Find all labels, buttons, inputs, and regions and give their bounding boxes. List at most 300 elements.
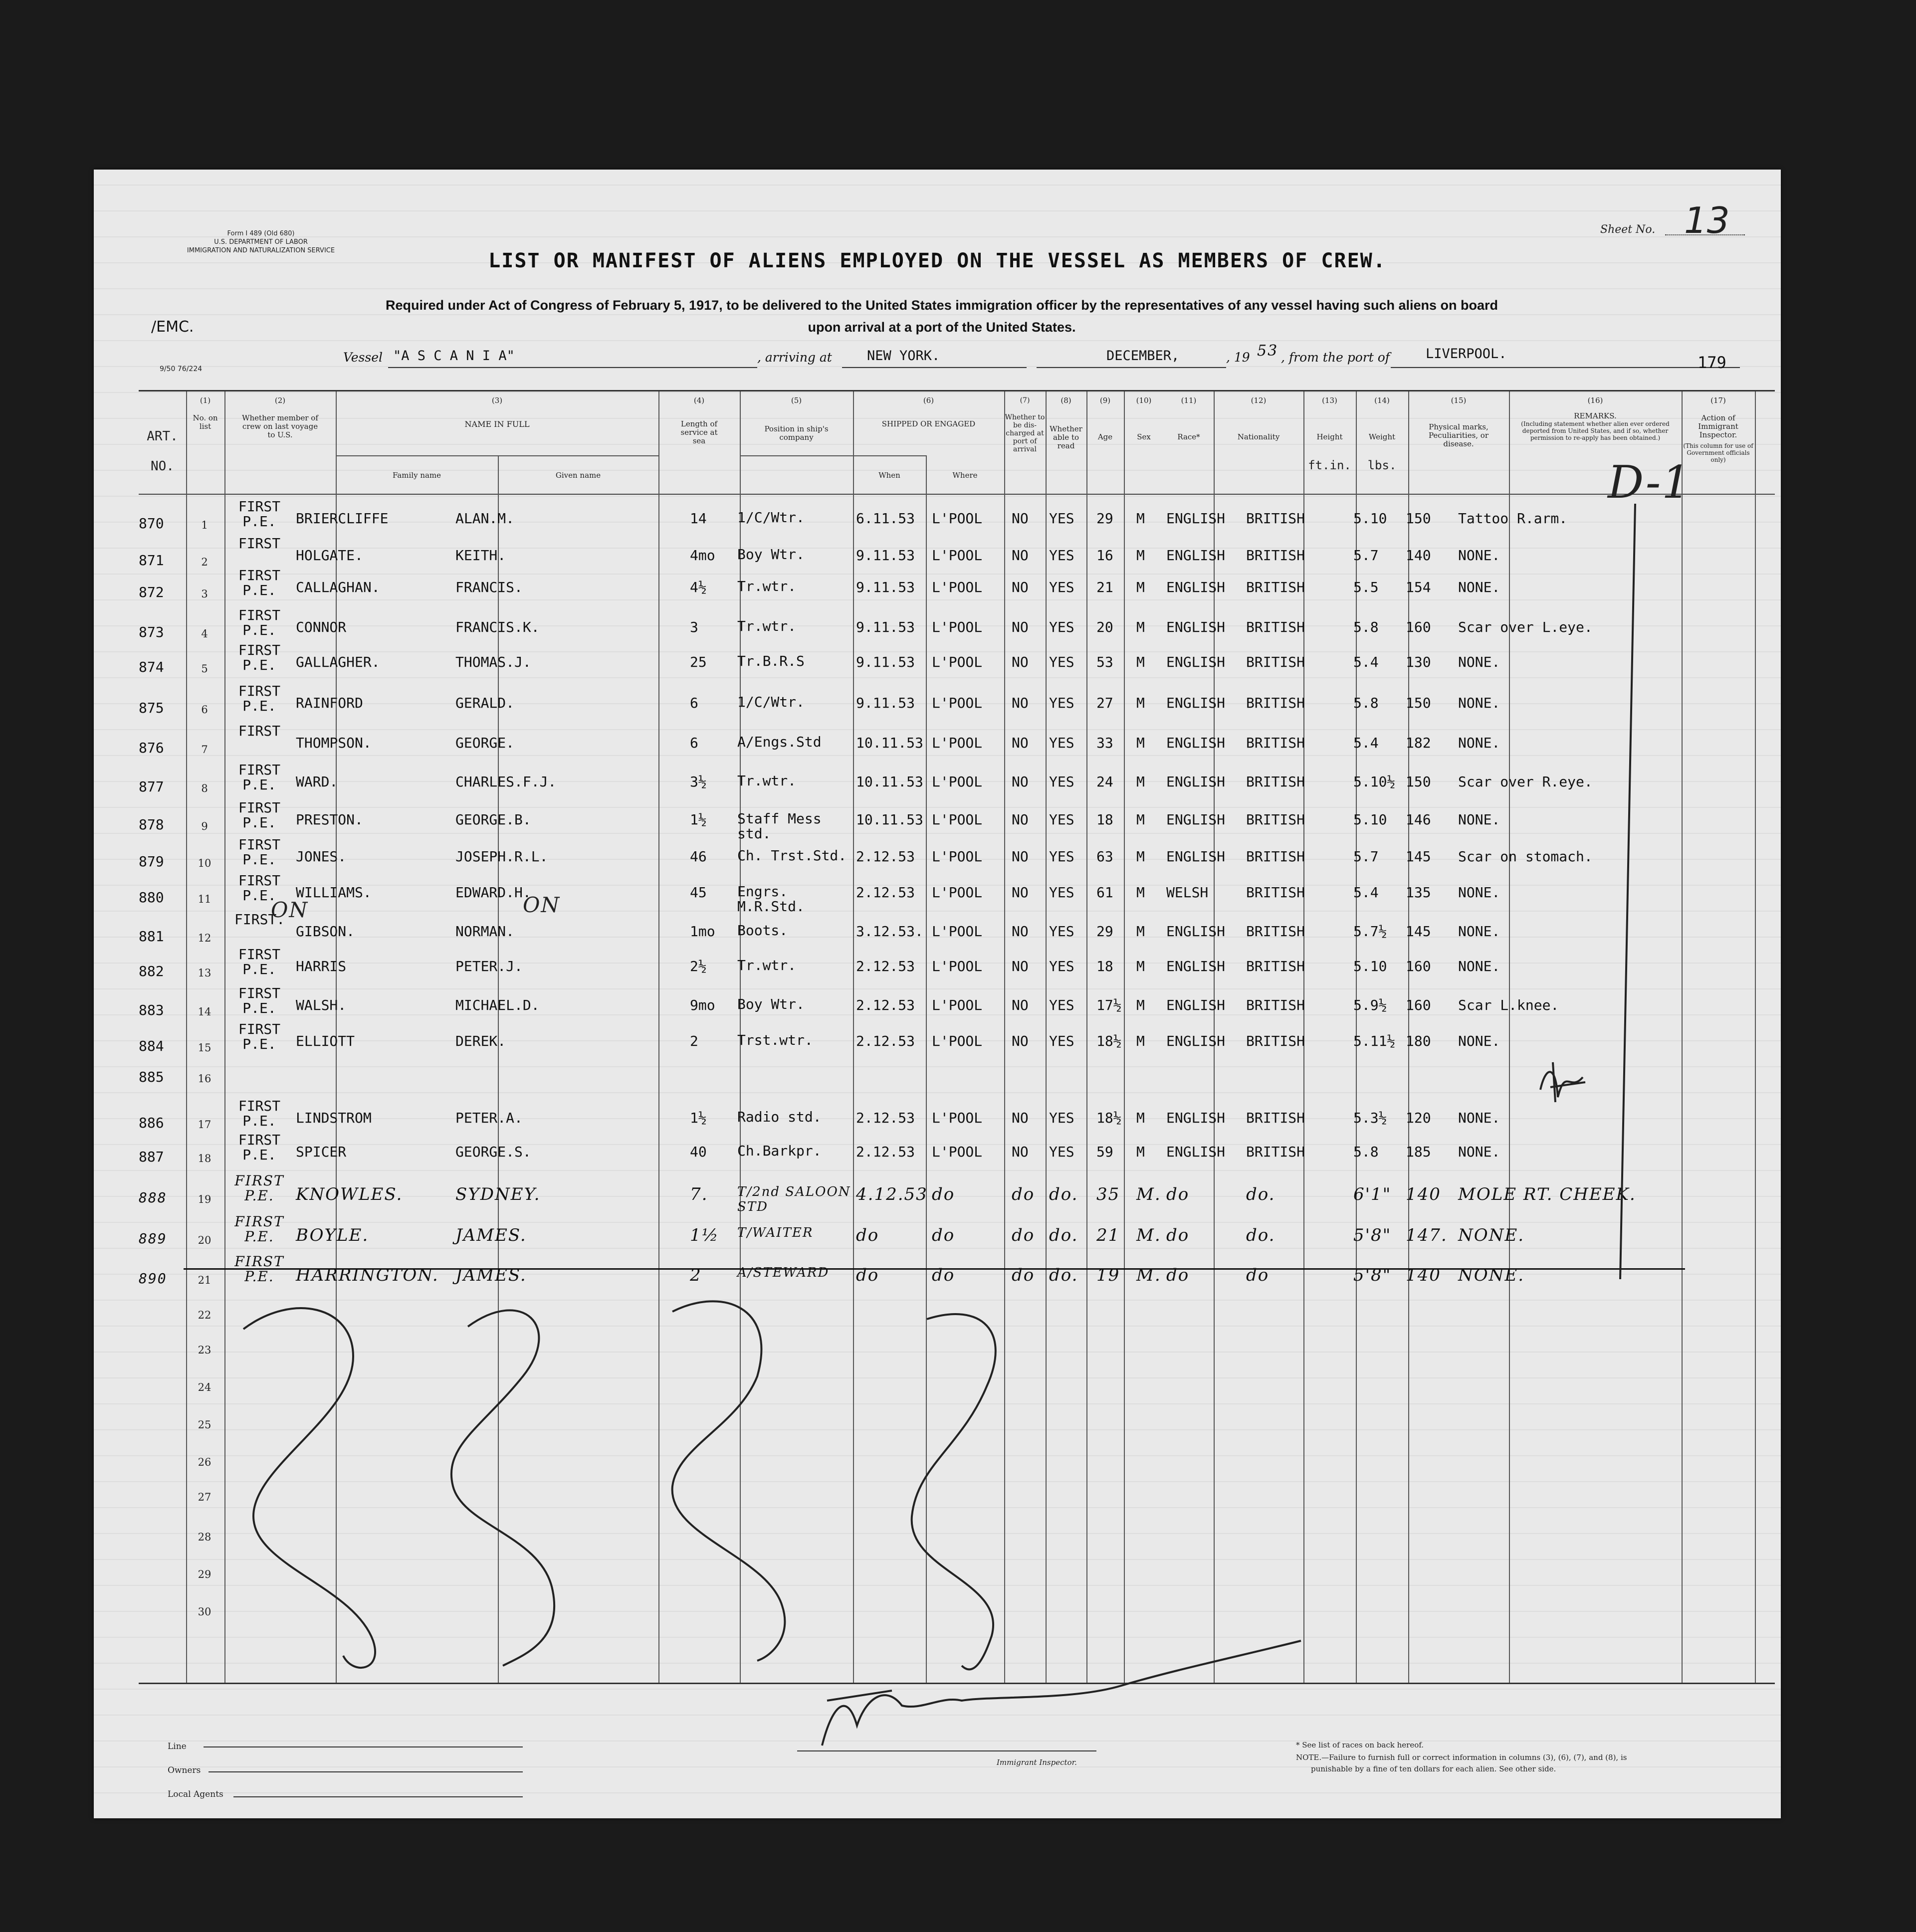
row-sex: M [1136, 695, 1145, 711]
row-when: 6.11.53 [856, 510, 915, 527]
row-read: do. [1049, 1265, 1078, 1285]
penalty-note-2: punishable by a fine of ten dollars for each alien. See other side. [1311, 1764, 1556, 1773]
row-family: HOLGATE. [296, 547, 363, 564]
row-age: 17½ [1096, 997, 1122, 1013]
manifest-page [94, 170, 1781, 1818]
row-position: Boy Wtr. [737, 546, 805, 563]
art-number: 883 [139, 1002, 164, 1018]
row-height: 6'1" [1353, 1184, 1392, 1204]
col13-number: (13) [1322, 396, 1337, 405]
row-read: YES [1049, 1033, 1074, 1049]
where-header: Where [952, 471, 978, 480]
art-number: 886 [139, 1115, 164, 1131]
row-when: 10.11.53 [856, 735, 923, 751]
art-number: 875 [139, 700, 164, 716]
row-sex: M [1136, 547, 1145, 564]
art-number: 888 [139, 1189, 167, 1206]
row-discharged: NO [1012, 579, 1029, 595]
row-race: ENGLISH [1166, 735, 1226, 751]
row-race: do [1166, 1265, 1190, 1285]
col3-number: (3) [491, 396, 503, 405]
row-race: ENGLISH [1166, 958, 1226, 974]
row-position: Staff Mess std. [737, 810, 822, 842]
row-read: YES [1049, 773, 1074, 790]
remark-code: D-1 [1608, 456, 1692, 509]
row-given: FRANCIS. [455, 579, 523, 595]
row-nationality: do [1246, 1265, 1270, 1285]
row-when: 9.11.53 [856, 619, 915, 635]
row-sex: M [1136, 923, 1145, 940]
col12-title: Nationality [1237, 432, 1280, 441]
year-label: , 19 [1226, 350, 1250, 365]
row-where: L'POOL [932, 884, 983, 901]
art-label: ART. [147, 429, 178, 444]
departure-port: LIVERPOOL. [1426, 346, 1507, 362]
row-marks: NONE. [1458, 811, 1500, 828]
row-given: KEITH. [455, 547, 506, 564]
col16-subtitle: (Including statement whether alien ever ordered deported from United States, and if so, whether permission to re-apply has been obtained.) [1521, 420, 1670, 441]
local-agents-field [233, 1796, 523, 1797]
list-number: 12 [198, 932, 212, 944]
row-service: 3½ [690, 773, 707, 790]
row-race: ENGLISH [1166, 654, 1226, 670]
row-height: 5.11½ [1353, 1033, 1396, 1049]
row-nationality: BRITISH [1246, 811, 1305, 828]
row-age: 16 [1096, 547, 1113, 564]
row-family: PRESTON. [296, 811, 363, 828]
row-given: CHARLES.F.J. [455, 773, 557, 790]
row-position: 1/C/Wtr. [737, 509, 805, 526]
row-marks: NONE. [1458, 1144, 1500, 1160]
row-race: ENGLISH [1166, 1033, 1226, 1049]
col12-number: (12) [1251, 396, 1267, 405]
row-race: do [1166, 1184, 1190, 1204]
list-number: 17 [198, 1119, 212, 1131]
art-number: 880 [139, 889, 164, 906]
form-number: Form I 489 (Old 680) [227, 230, 295, 237]
row-weight: 182 [1406, 735, 1431, 751]
row-crew: FIRST P.E. [238, 1132, 281, 1163]
row-crew: FIRST P.E. [238, 498, 281, 530]
row-marks: NONE. [1458, 958, 1500, 974]
emc-mark: /EMC. [151, 318, 194, 336]
row-position: Ch. Trst.Std. [737, 847, 847, 864]
row-nationality: BRITISH [1246, 695, 1305, 711]
row-read: YES [1049, 1144, 1074, 1160]
row-when: 2.12.53 [856, 997, 915, 1013]
list-number: 23 [198, 1344, 212, 1356]
given-name-header: Given name [555, 471, 601, 480]
row-height: 5.10 [1353, 510, 1387, 527]
arrival-month: DECEMBER, [1106, 348, 1180, 364]
row-nationality: BRITISH [1246, 773, 1305, 790]
row-given: ALAN.M. [455, 510, 515, 527]
row-position: Engrs. M.R.Std. [737, 883, 805, 915]
row-family: HARRIS [296, 958, 347, 974]
row-service: 4mo [690, 547, 715, 564]
row-given: GEORGE.S. [455, 1144, 531, 1160]
row-weight: 147. [1406, 1225, 1448, 1245]
row-where: L'POOL [932, 735, 983, 751]
row-age: 35 [1096, 1184, 1120, 1204]
col11-number: (11) [1181, 396, 1197, 405]
row-sex: M [1136, 997, 1145, 1013]
row-when: 2.12.53 [856, 1144, 915, 1160]
row-discharged: NO [1012, 619, 1029, 635]
row-crew: FIRST P.E. [238, 946, 281, 977]
row-where: L'POOL [932, 695, 983, 711]
page-number: 179 [1698, 353, 1726, 372]
row-discharged: NO [1012, 773, 1029, 790]
row-weight: 160 [1406, 958, 1431, 974]
row-service: 6 [690, 695, 698, 711]
row-discharged: NO [1012, 884, 1029, 901]
row-height: 5.3½ [1353, 1110, 1387, 1126]
list-number: 20 [198, 1234, 212, 1246]
row-read: YES [1049, 1110, 1074, 1126]
row-crew: FIRST P.E. [238, 607, 281, 638]
row-marks: NONE. [1458, 735, 1500, 751]
col11-title: Race* [1177, 432, 1200, 441]
row-marks: Scar L.knee. [1458, 997, 1559, 1013]
row-where: L'POOL [932, 619, 983, 635]
list-number: 25 [198, 1419, 212, 1431]
row-discharged: NO [1012, 1110, 1029, 1126]
row-position: 1/C/Wtr. [737, 694, 805, 710]
row-nationality: BRITISH [1246, 1033, 1305, 1049]
list-number: 18 [198, 1153, 212, 1164]
row-age: 27 [1096, 695, 1113, 711]
page-title: LIST OR MANIFEST OF ALIENS EMPLOYED ON THE VESSEL AS MEMBERS OF CREW. [488, 249, 1386, 272]
row-read: YES [1049, 811, 1074, 828]
list-number: 6 [201, 704, 208, 716]
row-weight: 145 [1406, 923, 1431, 940]
cancel-squiggle-1 [243, 1308, 375, 1668]
row-given: DEREK. [455, 1033, 506, 1049]
owners-field [209, 1771, 523, 1772]
row-discharged: NO [1012, 547, 1029, 564]
row-nationality: BRITISH [1246, 579, 1305, 595]
row-age: 19 [1096, 1265, 1120, 1285]
row-when: do [856, 1265, 879, 1285]
row-age: 18½ [1096, 1110, 1122, 1126]
row-discharged: NO [1012, 735, 1029, 751]
row-crew: FIRST P.E. [234, 1213, 284, 1245]
art-number: 879 [139, 853, 164, 870]
row-service: 7. [690, 1184, 708, 1204]
row-weight: 135 [1406, 884, 1431, 901]
row-sex: M. [1136, 1225, 1161, 1245]
row-race: ENGLISH [1166, 579, 1226, 595]
row-crew: FIRST P.E. [238, 836, 281, 868]
row-discharged: NO [1012, 811, 1029, 828]
list-number: 10 [198, 857, 212, 869]
row-age: 33 [1096, 735, 1113, 751]
row-read: YES [1049, 619, 1074, 635]
file-code: 9/50 76/224 [160, 365, 203, 373]
row-discharged: NO [1012, 923, 1029, 940]
row-weight: 130 [1406, 654, 1431, 670]
row-given: PETER.A. [455, 1110, 523, 1126]
row-sex: M. [1136, 1184, 1161, 1204]
row-race: ENGLISH [1166, 773, 1226, 790]
remark-vertical-line [1620, 504, 1635, 1279]
row-crew: FIRST P.E. [238, 683, 281, 714]
row-age: 61 [1096, 884, 1113, 901]
arriving-label: , arriving at [757, 350, 832, 365]
row-height: 5.4 [1353, 884, 1379, 901]
inspector-label: Immigrant Inspector. [997, 1758, 1077, 1767]
row-when: 9.11.53 [856, 654, 915, 670]
owners-label: Owners [168, 1765, 201, 1775]
row-marks: NONE. [1458, 579, 1500, 595]
row-sex: M [1136, 579, 1145, 595]
row-nationality: BRITISH [1246, 848, 1305, 865]
row-height: 5.10½ [1353, 773, 1396, 790]
row-sex: M [1136, 811, 1145, 828]
row-where: L'POOL [932, 958, 983, 974]
art-number: 890 [139, 1270, 167, 1287]
list-number: 19 [198, 1193, 212, 1205]
row-marks: NONE. [1458, 547, 1500, 564]
row-height: 5.7 [1353, 848, 1379, 865]
row-when: 9.11.53 [856, 695, 915, 711]
initial-mark [1540, 1072, 1583, 1097]
row-marks: Scar on stomach. [1458, 848, 1593, 865]
row-weight: 146 [1406, 811, 1431, 828]
row-position: Tr.wtr. [737, 618, 797, 634]
row-discharged: NO [1012, 997, 1029, 1013]
col1-title: No. on list [193, 413, 218, 431]
row-crew: FIRST P.E. [238, 985, 281, 1016]
row-weight: 150 [1406, 773, 1431, 790]
art-number: 881 [139, 928, 164, 945]
row-service: 2 [690, 1033, 698, 1049]
row-discharged: NO [1012, 1033, 1029, 1049]
row-weight: 140 [1406, 1265, 1441, 1285]
col10-number: (10) [1136, 396, 1152, 405]
row-crew: FIRST P.E. [238, 872, 281, 904]
list-number: 3 [201, 588, 208, 600]
row-marks: Scar over R.eye. [1458, 773, 1593, 790]
row-weight: 160 [1406, 619, 1431, 635]
races-note: * See list of races on back hereof. [1296, 1740, 1424, 1749]
row-read: YES [1049, 579, 1074, 595]
row-crew: FIRST P.E. [238, 1021, 281, 1052]
row-age: 18 [1096, 958, 1113, 974]
col5-title: Position in ship's company [764, 424, 829, 442]
row-given: GEORGE. [455, 735, 515, 751]
row-sex: M [1136, 958, 1145, 974]
row-race: ENGLISH [1166, 547, 1226, 564]
row-discharged: NO [1012, 695, 1029, 711]
row-weight: 180 [1406, 1033, 1431, 1049]
row-family: BRIERCLIFFE [296, 510, 389, 527]
row-race: ENGLISH [1166, 619, 1226, 635]
row-race: ENGLISH [1166, 1110, 1226, 1126]
col3-title: NAME IN FULL [464, 419, 530, 429]
row-sex: M [1136, 1144, 1145, 1160]
row-race: ENGLISH [1166, 510, 1226, 527]
local-agents-label: Local Agents [168, 1789, 223, 1799]
row-service: 1mo [690, 923, 715, 940]
row-discharged: NO [1012, 958, 1029, 974]
row-height: 5.10 [1353, 958, 1387, 974]
cancel-squiggle-3 [672, 1301, 785, 1661]
row-when: 3.12.53. [856, 923, 923, 940]
row-sex: M. [1136, 1265, 1161, 1285]
row-service: 40 [690, 1144, 707, 1160]
row-sex: M [1136, 510, 1145, 527]
row-sex: M [1136, 735, 1145, 751]
row-where: L'POOL [932, 773, 983, 790]
row-marks: NONE. [1458, 695, 1500, 711]
col9-title: Age [1097, 432, 1113, 441]
row-nationality: BRITISH [1246, 997, 1305, 1013]
row-service: 2½ [690, 958, 707, 974]
arrival-year: 53 [1257, 342, 1278, 360]
list-number: 27 [198, 1491, 212, 1503]
art-label-2: NO. [151, 459, 174, 474]
row-when: 2.12.53 [856, 884, 915, 901]
row-where: L'POOL [932, 1033, 983, 1049]
inspector-signature [822, 1641, 1301, 1745]
row-marks: NONE. [1458, 654, 1500, 670]
col8-title: Whether able to read [1050, 424, 1082, 450]
row-marks: NONE. [1458, 1033, 1500, 1049]
row-position: Tr.wtr. [737, 578, 797, 594]
list-number: 28 [198, 1531, 212, 1543]
row-marks: Scar over L.eye. [1458, 619, 1593, 635]
row-age: 18½ [1096, 1033, 1122, 1049]
row-position: Trst.wtr. [737, 1032, 813, 1048]
row-where: L'POOL [932, 579, 983, 595]
row-family: RAINFORD [296, 695, 363, 711]
row-height: 5.8 [1353, 695, 1379, 711]
col6-number: (6) [923, 396, 934, 405]
row-read: YES [1049, 547, 1074, 564]
row-given: GERALD. [455, 695, 515, 711]
row-height: 5.9½ [1353, 997, 1387, 1013]
list-number: 15 [198, 1042, 212, 1054]
row-sex: M [1136, 884, 1145, 901]
col9-number: (9) [1099, 396, 1111, 405]
list-number: 2 [201, 556, 208, 568]
row-where: L'POOL [932, 848, 983, 865]
cancel-squiggle-2 [451, 1310, 554, 1666]
row-height: 5.8 [1353, 1144, 1379, 1160]
col16-number: (16) [1587, 396, 1603, 405]
row-service: 1½ [690, 811, 707, 828]
row-discharged: NO [1012, 848, 1029, 865]
list-number: 21 [198, 1274, 212, 1286]
row-family: HARRINGTON. [296, 1265, 439, 1285]
col8-number: (8) [1061, 396, 1071, 405]
row-where: L'POOL [932, 654, 983, 670]
art-number: 882 [139, 963, 164, 979]
row-weight: 154 [1406, 579, 1431, 595]
row-discharged: do [1012, 1265, 1035, 1285]
initial-tick [1553, 1062, 1555, 1102]
row-where: L'POOL [932, 547, 983, 564]
row-given: SYDNEY. [455, 1184, 541, 1204]
row-age: 29 [1096, 923, 1113, 940]
row-where: do [932, 1225, 955, 1245]
row-weight: 120 [1406, 1110, 1431, 1126]
family-name-header: Family name [392, 471, 441, 480]
row-sex: M [1136, 848, 1145, 865]
row-weight: 145 [1406, 848, 1431, 865]
row-height: 5.7½ [1353, 923, 1387, 940]
art-number: 870 [139, 515, 164, 532]
row-service: 2 [690, 1265, 702, 1285]
row-read: do. [1049, 1184, 1078, 1204]
row-race: ENGLISH [1166, 997, 1226, 1013]
list-number: 30 [198, 1606, 212, 1618]
list-number: 13 [198, 967, 212, 979]
row-where: do [932, 1184, 955, 1204]
row-position: Boots. [737, 922, 788, 939]
list-number: 24 [198, 1381, 212, 1393]
row-family: KNOWLES. [296, 1184, 403, 1204]
row-position: A/STEWARD [737, 1265, 830, 1280]
vessel-name: "A S C A N I A" [393, 348, 515, 364]
row-given: MICHAEL.D. [455, 997, 540, 1013]
row-family: ELLIOTT [296, 1033, 355, 1049]
list-number: 9 [201, 820, 208, 832]
row-read: YES [1049, 848, 1074, 865]
when-header: When [878, 471, 900, 480]
list-number: 29 [198, 1568, 212, 1580]
row-given: NORMAN. [455, 923, 515, 940]
service-name: IMMIGRATION AND NATURALIZATION SERVICE [187, 247, 335, 254]
handwritten-marks [94, 170, 1781, 1818]
cancel-squiggle-4 [912, 1314, 996, 1669]
row-marks: Tattoo R.arm. [1458, 510, 1568, 527]
row-marks: NONE. [1458, 1110, 1500, 1126]
row-marks: NONE. [1458, 1265, 1525, 1285]
row-nationality: do. [1246, 1184, 1276, 1204]
art-number: 889 [139, 1230, 167, 1247]
row-discharged: NO [1012, 510, 1029, 527]
arrival-port: NEW YORK. [867, 348, 940, 364]
row-service: 1½ [690, 1110, 707, 1126]
row-race: ENGLISH [1166, 1144, 1226, 1160]
row-when: 2.12.53 [856, 958, 915, 974]
row-given: EDWARD.H. [455, 884, 531, 901]
row-age: 21 [1096, 579, 1113, 595]
row-read: YES [1049, 958, 1074, 974]
art-number: 871 [139, 552, 164, 569]
subtitle-line-1: Required under Act of Congress of February 5, 1917, to be delivered to the United States immigration officer by the representatives of any vessel having such aliens on board [385, 298, 1498, 313]
list-number: 11 [198, 893, 212, 905]
row-crew: FIRST P.E. [234, 1172, 284, 1204]
row-crew: FIRST P.E. [234, 1253, 284, 1285]
row-family: CONNOR [296, 619, 347, 635]
row-given: GEORGE.B. [455, 811, 531, 828]
row-discharged: do [1012, 1184, 1035, 1204]
row-weight: 150 [1406, 510, 1431, 527]
row-given: FRANCIS.K. [455, 619, 540, 635]
list-number: 14 [198, 1006, 212, 1018]
row-height: 5.8 [1353, 619, 1379, 635]
col17-number: (17) [1710, 396, 1726, 405]
penalty-note-1: NOTE.—Failure to furnish full or correct information in columns (3), (6), (7), and (8), is [1296, 1753, 1627, 1762]
row-family: WILLIAMS. [296, 884, 372, 901]
col2-number: (2) [274, 396, 286, 405]
row-read: YES [1049, 997, 1074, 1013]
list-number: 5 [201, 663, 208, 675]
